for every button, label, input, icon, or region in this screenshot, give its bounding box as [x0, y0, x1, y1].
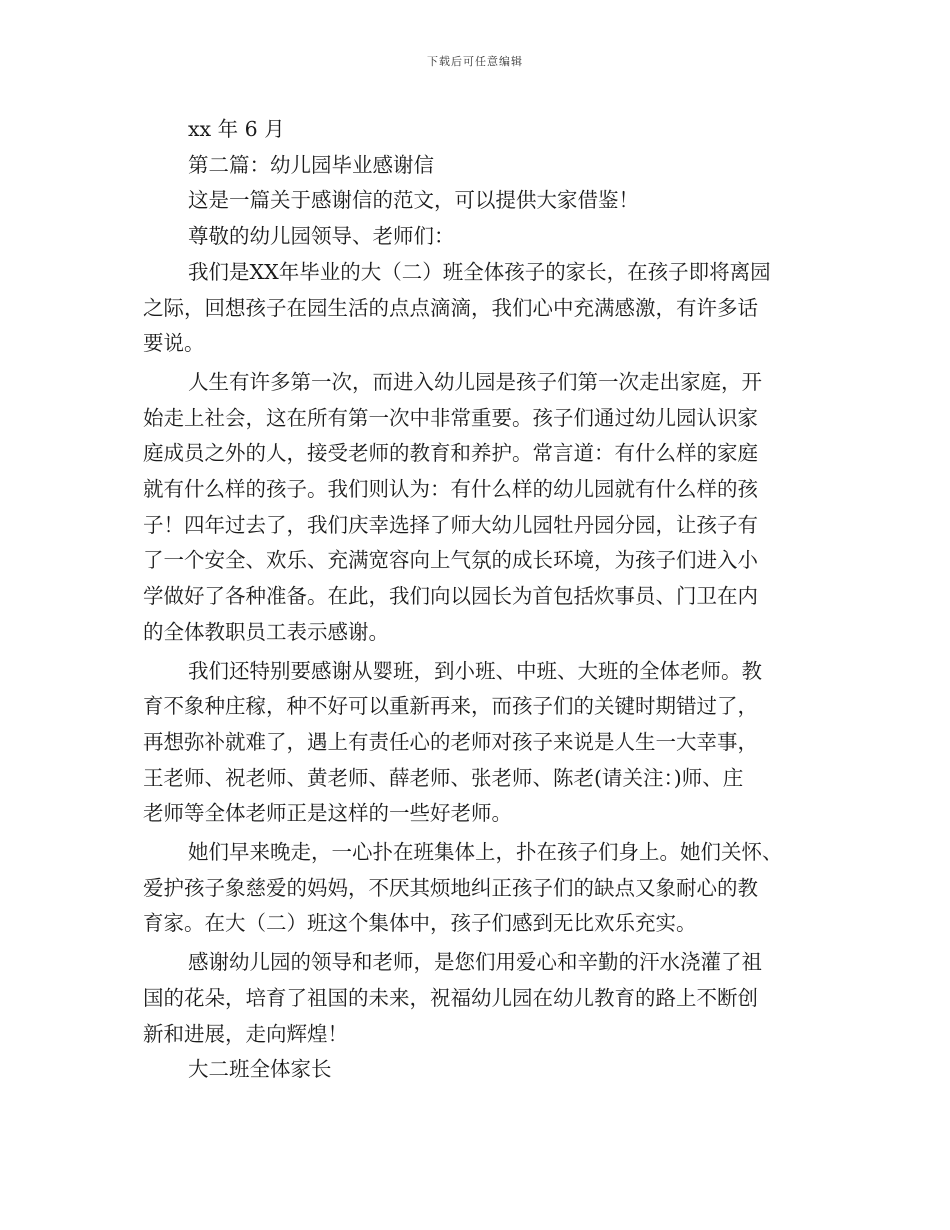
paragraph-4: [143, 835, 808, 942]
paragraph-line: 始走上社会，这在所有第一次中非常重要。孩子们通过幼儿园认识家: [143, 405, 758, 430]
paragraph-line: 育不象种庄稼，种不好可以重新再来，而孩子们的关键时期错过了，: [143, 694, 758, 719]
paragraph-1: [143, 255, 808, 362]
paragraph-line: 新和进展，走向辉煌！: [143, 1021, 348, 1046]
paragraph-2: [143, 365, 808, 651]
paragraph-line: 国的花朵，培育了祖国的未来，祝福幼儿园在幼儿教育的路上不断创: [143, 985, 758, 1010]
paragraph-5: [143, 945, 808, 1052]
paragraph-line: 再想弥补就难了，遇上有责任心的老师对孩子来说是人生一大幸事，: [143, 729, 758, 754]
paragraph-line: 学做好了各种准备。在此，我们向以园长为首包括炊事员、门卫在内: [143, 584, 758, 609]
letter-body: [143, 112, 808, 1088]
paragraph-line: 我们还特别要感谢从婴班，到小班、中班、大班的全体老师。教: [188, 658, 762, 683]
signature: 大二班全体家长: [188, 1057, 332, 1082]
paragraph-line: 子！四年过去了，我们庆幸选择了师大幼儿园牡丹园分园，让孩子有: [143, 512, 758, 537]
paragraph-line: 了一个安全、欢乐、充满宽容向上气氛的成长环境，为孩子们进入小: [143, 548, 758, 573]
paragraph-line: 庭成员之外的人，接受老师的教育和养护。常言道：有什么样的家庭: [143, 441, 758, 466]
paragraph-line: 感谢幼儿园的领导和老师，是您们用爱心和辛勤的汗水浇灌了祖: [188, 950, 762, 975]
paragraph-3: [143, 654, 808, 833]
intro-line: 这是一篇关于感谢信的范文，可以提供大家借鉴！: [188, 188, 639, 213]
paragraph-line: 我们是XX年毕业的大（二）班全体孩子的家长，在孩子即将离园: [188, 259, 771, 284]
paragraph-line: 她们早来晚走，一心扑在班集体上，扑在孩子们身上。她们关怀、: [188, 840, 783, 865]
paragraph-line: 王老师、祝老师、黄老师、薛老师、张老师、陈老(请关注：)师、庄: [143, 765, 744, 790]
paragraph-line: 的全体教职员工表示感谢。: [143, 619, 389, 644]
paragraph-line: 老师等全体老师正是这样的一些好老师。: [143, 801, 512, 826]
paragraph-line: 就有什么样的孩子。我们则认为：有什么样的幼儿园就有什么样的孩: [143, 477, 758, 502]
date-line: xx 年 6 月: [188, 117, 285, 141]
letter-title: 第二篇：幼儿园毕业感谢信: [188, 152, 434, 177]
salutation: 尊敬的幼儿园领导、老师们：: [188, 224, 455, 249]
paragraph-line: 爱护孩子象慈爱的妈妈，不厌其烦地纠正孩子们的缺点又象耐心的教: [143, 875, 758, 900]
paragraph-line: 要说。: [143, 331, 205, 356]
page-header: 下载后可任意编辑: [427, 55, 523, 68]
paragraph-line: 之际，回想孩子在园生活的点点滴滴，我们心中充满感激，有许多话: [143, 295, 758, 320]
paragraph-line: 育家。在大（二）班这个集体中，孩子们感到无比欢乐充实。: [143, 911, 697, 936]
paragraph-line: 人生有许多第一次，而进入幼儿园是孩子们第一次走出家庭，开: [188, 369, 762, 394]
